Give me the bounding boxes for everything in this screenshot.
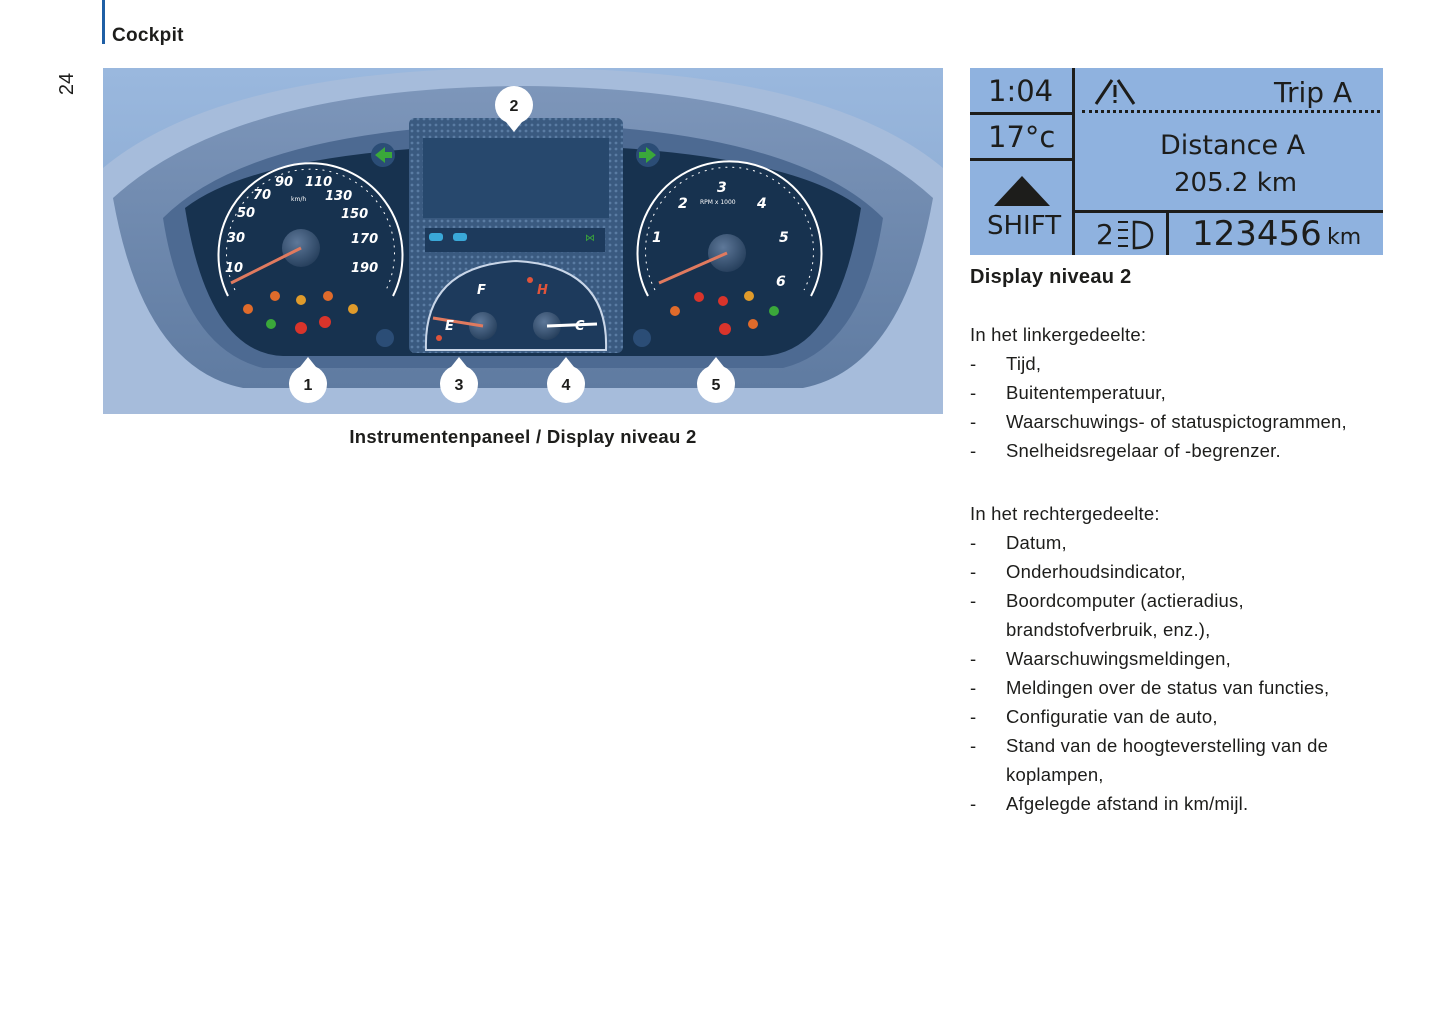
page-number: 24: [56, 72, 78, 96]
shift-up-arrow-icon: [992, 172, 1052, 208]
list-item: - Tijd,: [970, 349, 1390, 378]
list-item-line: brandstofverbruik, enz.),: [1006, 619, 1211, 640]
list-item-line: - Boordcomputer (actieradius,: [1006, 590, 1244, 611]
list-item: - Buitentemperatuur,: [970, 378, 1390, 407]
list-item: - Snelheidsregelaar of -begrenzer.: [970, 436, 1390, 465]
speed-label: 90: [275, 175, 294, 190]
section-title: Display niveau 2: [970, 266, 1132, 288]
warning-triangle-icon: [1092, 76, 1138, 106]
temp-cold-label: C: [575, 319, 585, 334]
svg-text:4: 4: [561, 377, 571, 394]
svg-text:1: 1: [303, 377, 313, 394]
rpm-label: 3: [717, 180, 727, 196]
headlamp-leveling-icon: [1114, 218, 1154, 252]
svg-text:5: 5: [711, 377, 721, 394]
speed-label: 130: [325, 189, 353, 204]
list-item: [970, 731, 1390, 789]
speed-label: 150: [341, 207, 369, 222]
speed-label: 70: [253, 188, 272, 203]
rpm-label: 2: [678, 196, 688, 212]
left-part-list: [970, 349, 1390, 465]
list-item: - Waarschuwings- of statuspictogrammen,: [970, 407, 1390, 436]
left-part-intro: In het linkergedeelte:: [970, 324, 1147, 345]
list-item: - Meldingen over de status van functies,: [970, 673, 1390, 702]
svg-text:2: 2: [509, 98, 519, 115]
lcd-distance-label: Distance A: [1160, 130, 1306, 161]
list-item-line: koplampen,: [1006, 764, 1104, 785]
speed-label: 170: [351, 232, 379, 247]
figure-caption: Instrumentenpaneel / Display niveau 2: [349, 426, 697, 447]
left-part-list-block: [970, 320, 1390, 465]
fuel-full-label: F: [477, 283, 486, 298]
list-item: [970, 586, 1390, 644]
fuel-empty-label: E: [445, 319, 454, 334]
svg-text:⋈: ⋈: [585, 233, 595, 244]
lcd-trip-label: Trip A: [1274, 76, 1353, 109]
lcd-distance-value: 205.2 km: [1174, 168, 1298, 198]
lcd-time: 1:04: [988, 74, 1054, 108]
lcd-odometer: 123456: [1192, 214, 1322, 254]
svg-text:3: 3: [454, 377, 464, 394]
list-item: - Datum,: [970, 528, 1390, 557]
header-accent-bar: [102, 0, 105, 44]
speed-label: 110: [305, 175, 333, 190]
rpm-label: 1: [652, 230, 662, 246]
list-item: - Configuratie van de auto,: [970, 702, 1390, 731]
lcd-shift-label: SHIFT: [987, 211, 1062, 241]
rpm-label: 6: [776, 274, 786, 290]
speed-label: 10: [225, 261, 244, 276]
list-item: - Waarschuwingsmeldingen,: [970, 644, 1390, 673]
list-item-line: - Stand van de hoogteverstelling van de: [1006, 735, 1329, 756]
speed-label: 50: [237, 206, 256, 221]
lcd-headlamp-level: 2: [1096, 218, 1114, 251]
list-item: - Onderhoudsindicator,: [970, 557, 1390, 586]
section-header: Cockpit: [112, 25, 184, 46]
speed-label: 190: [351, 261, 379, 276]
lcd-display-level-2: [970, 68, 1383, 255]
rpm-unit: RPM x 1000: [700, 199, 736, 206]
lcd-temperature: 17°c: [988, 120, 1056, 154]
right-part-intro: In het rechtergedeelte:: [970, 503, 1160, 524]
speed-unit: km/h: [291, 196, 307, 203]
rpm-label: 4: [757, 196, 767, 212]
right-part-list-block: [970, 499, 1390, 818]
list-item: - Afgelegde afstand in km/mijl.: [970, 789, 1390, 818]
temp-hot-label: H: [537, 283, 548, 298]
right-part-list: [970, 528, 1390, 818]
instrument-panel-illustration: [103, 68, 943, 414]
speed-label: 30: [227, 231, 246, 246]
lcd-odometer-unit: km: [1327, 225, 1362, 250]
rpm-label: 5: [779, 230, 789, 246]
